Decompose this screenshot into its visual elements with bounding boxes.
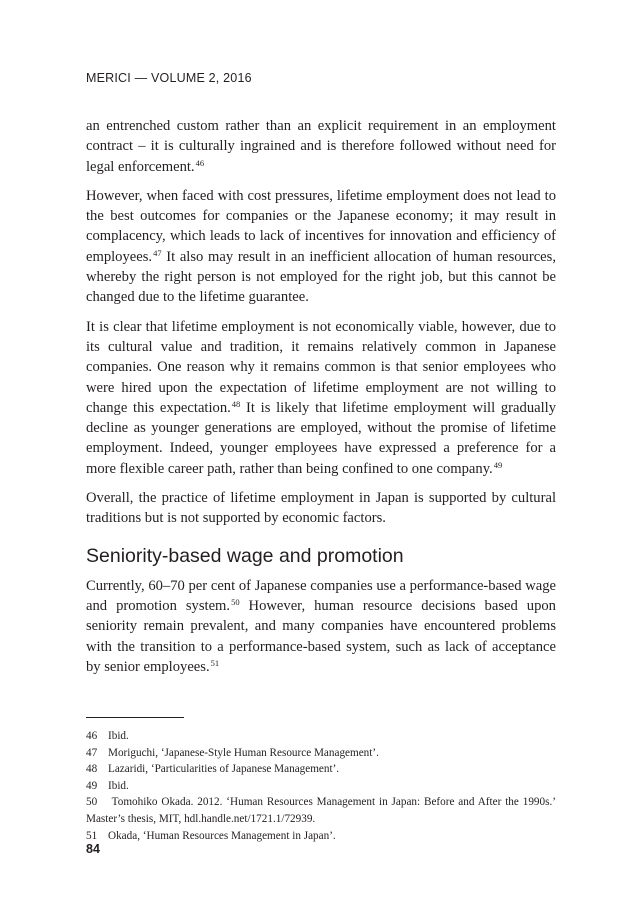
paragraph-text: However, human resource decisions based upon seniority remain prevalent, and many companies have encountered problems with the transition to a performance-based system, such as lack of acceptance by senior employees.: [86, 597, 556, 675]
footnote: [86, 794, 556, 827]
paragraph-text: It is likely that lifetime employment will gradually decline as younger generations are employed, without the promise of lifetime employment. Indeed, younger employees have expressed a preference for a more flexible career path, rather than being confined to one company.: [86, 399, 557, 477]
paragraph: [86, 116, 556, 177]
footnote: [86, 778, 556, 795]
footnote-number: 50: [86, 796, 98, 809]
footnote-text[interactable]: Tomohiko Okada. 2012. ‘Human Resources Management in Japan: Before and After the 1990s.’ Master’s thesis, MIT, hdl.handle.net/1721.1/72939.: [86, 796, 556, 825]
footnote-text: Okada, ‘Human Resources Management in Japan’.: [108, 829, 336, 842]
footnote: [86, 745, 556, 762]
paragraph-text: Overall, the practice of lifetime employment in Japan is supported by cultural traditions but is not supported by economic factors.: [86, 490, 556, 527]
footnotes: [86, 728, 556, 844]
paragraph-text: However, when faced with cost pressures, lifetime employment does not lead to the best outcomes for companies or the Japanese economy; it may result in complacency, which leads to lack of incentives for innovation and efficiency of employees.: [86, 187, 556, 265]
footnote-number: 46: [86, 730, 98, 742]
footnote-text: Moriguchi, ‘Japanese-Style Human Resource Management’.: [108, 746, 379, 759]
paragraph-text: an entrenched custom rather than an explicit requirement in an employment contract – it is culturally ingrained and is therefore followed without need for legal enforcement.: [86, 118, 556, 175]
paragraph-text: Currently, 60–70 per cent of Japanese companies use a performance-based wage and promotion system.: [86, 577, 556, 614]
paragraph: [86, 576, 556, 677]
footnote: [86, 828, 556, 845]
paragraph: [86, 317, 556, 479]
footnote-number: 51: [86, 829, 98, 842]
paragraph: [86, 488, 556, 529]
page-number: 84: [86, 842, 100, 856]
running-head: MERICI — VOLUME 2, 2016: [86, 71, 252, 85]
paragraph-text: It also may result in an inefficient allocation of human resources, whereby the right person is not employed for the right job, but this cannot be changed due to the lifetime guarantee.: [86, 248, 556, 306]
section-heading: Seniority-based wage and promotion: [86, 544, 404, 567]
footnote-reference[interactable]: 49: [493, 459, 503, 470]
paragraph-text: It is clear that lifetime employment is not economically viable, however, due to its cultural value and tradition, it remains relatively common in Japanese companies. One reason why it remains common is that senior employees who were hired upon the expectation of lifetime employment are not willing to change this expectation.: [86, 318, 556, 416]
main-text: [86, 116, 556, 686]
footnote-number: 47: [86, 746, 98, 759]
footnote: [86, 728, 556, 745]
footnote-number: 48: [86, 763, 98, 776]
footnote-reference[interactable]: 50: [231, 596, 240, 607]
footnote-reference[interactable]: 46: [195, 157, 205, 168]
footnote-reference[interactable]: 48: [231, 398, 241, 409]
footnote-text: Lazaridi, ‘Particularities of Japanese Management’.: [108, 763, 340, 776]
footnote-text: Ibid.: [108, 730, 129, 742]
footnote-reference[interactable]: 47: [153, 247, 162, 258]
footnote-reference[interactable]: 51: [210, 657, 220, 668]
paragraph: [86, 186, 556, 308]
footnote-divider: [86, 717, 184, 718]
footnote-number: 49: [86, 779, 98, 792]
footnote: [86, 761, 556, 778]
footnote-text: Ibid.: [108, 779, 129, 792]
